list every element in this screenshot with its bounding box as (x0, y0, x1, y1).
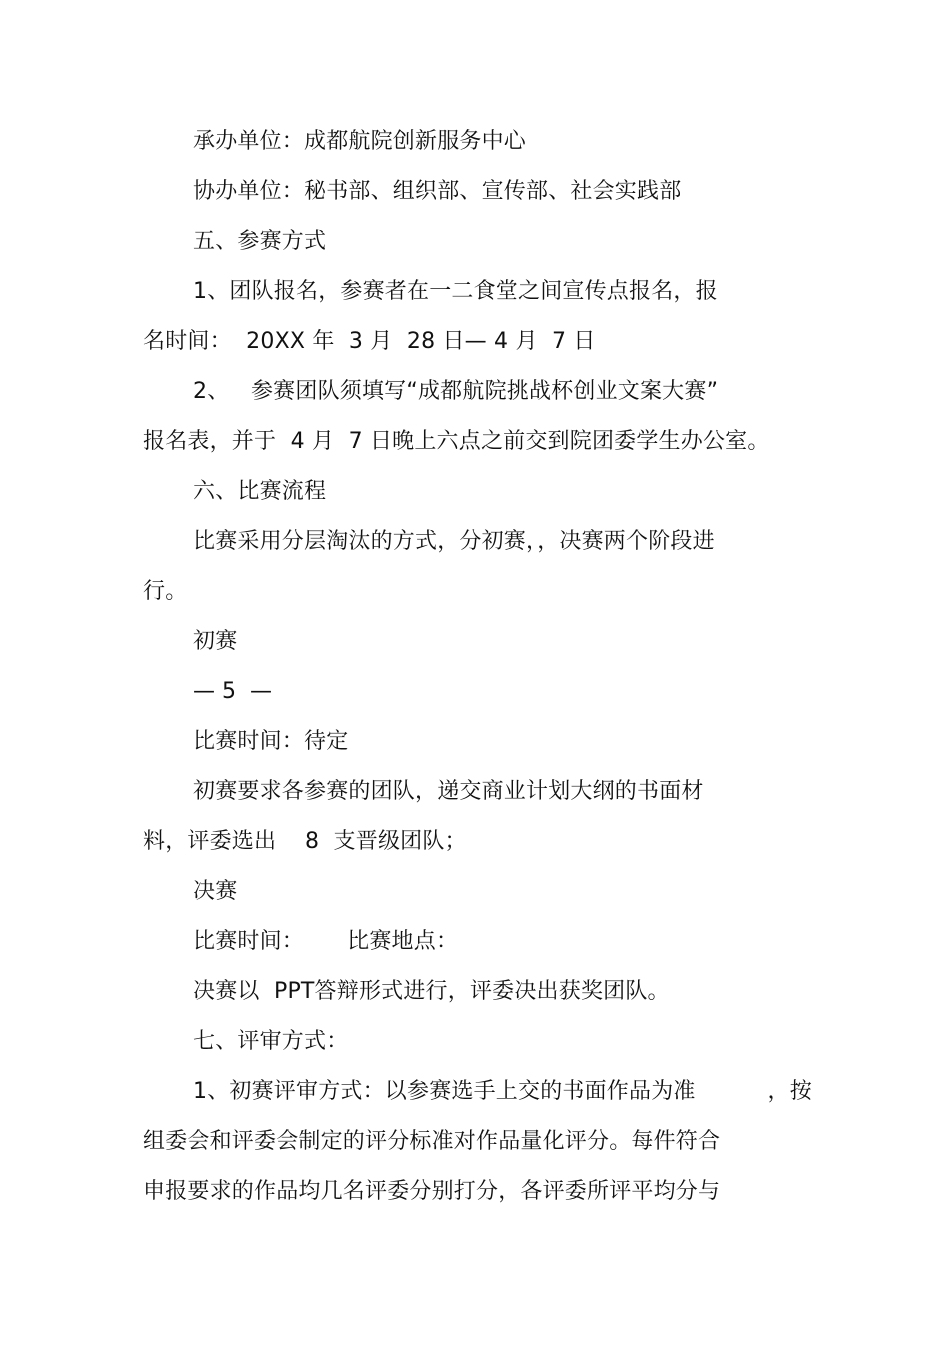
paragraph-line: 行。 (143, 579, 188, 604)
paragraph-line: 报名表，并于 4 月 7 日晚上六点之前交到院团委学生办公室。 (143, 429, 770, 454)
paragraph-line: 2、 参赛团队须填写“成都航院挑战杯创业文案大赛” (193, 379, 719, 404)
paragraph-line: 比赛时间：待定 (193, 729, 349, 754)
paragraph-line: 初赛要求各参赛的团队，递交商业计划大纲的书面材 (193, 779, 704, 804)
subheading-preliminary: 初赛 (193, 629, 238, 654)
section-heading-judging: 七、评审方式： (193, 1029, 349, 1054)
paragraph-line: 组委会和评委会制定的评分标准对作品量化评分。每件符合 (143, 1129, 721, 1154)
section-heading-process: 六、比赛流程 (193, 479, 327, 504)
page-number: — 5 — (193, 679, 272, 704)
section-heading-participation: 五、参赛方式 (193, 229, 327, 254)
paragraph-line: 比赛采用分层淘汰的方式，分初赛，，决赛两个阶段进 (193, 529, 715, 554)
paragraph-line: 决赛以 PPT答辩形式进行，评委决出获奖团队。 (193, 979, 670, 1004)
paragraph-line: 名时间： 20XX 年 3 月 28 日— 4 月 7 日 (143, 329, 596, 354)
paragraph-line: 申报要求的作品均几名评委分别打分，各评委所评平均分与 (143, 1179, 721, 1204)
paragraph-line: 1、初赛评审方式：以参赛选手上交的书面作品为准 ，按 (193, 1079, 812, 1104)
paragraph-line: 料，评委选出 8 支晋级团队； (143, 829, 467, 854)
paragraph-line: 比赛时间： 比赛地点： (193, 929, 459, 954)
paragraph-line: 1、团队报名，参赛者在一二食堂之间宣传点报名，报 (193, 279, 718, 304)
co-organizer-line: 协办单位：秘书部、组织部、宣传部、社会实践部 (193, 179, 682, 204)
organizer-line: 承办单位：成都航院创新服务中心 (193, 129, 527, 154)
subheading-final: 决赛 (193, 879, 238, 904)
